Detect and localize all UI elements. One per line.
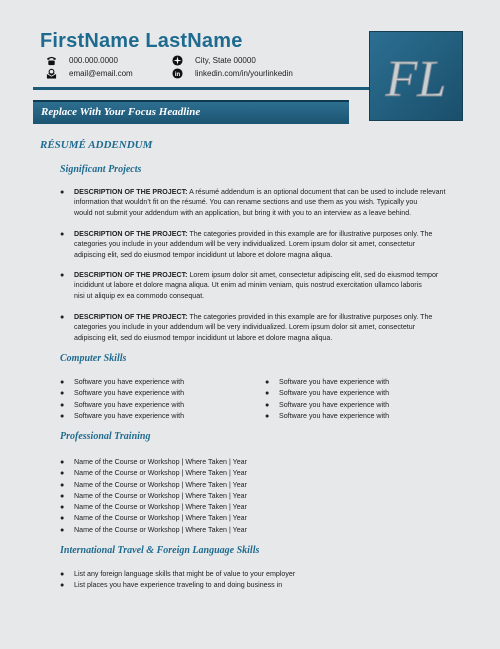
bullet-icon: ●: [60, 389, 65, 398]
header-divider: [33, 87, 369, 90]
project-item: ● DESCRIPTION OF THE PROJECT: The categories provided in this example are for illustrative purposes only. The categories you include in your addendum will be very individualized. Lorem ipsum dolor sit amet, consectetur adipiscing elit, sed do eiusmod tempor incididunt ut labore et dolore magna aliqua.: [60, 313, 433, 342]
training-list: [60, 457, 247, 535]
bullet-icon: ●: [60, 581, 65, 590]
email-contact: [46, 68, 133, 79]
monogram-logo: [369, 31, 463, 121]
bullet-icon: ●: [60, 525, 65, 534]
phone-icon: [46, 55, 57, 66]
skill-item: Software you have experience with: [279, 400, 390, 409]
linkedin-contact[interactable]: [172, 68, 293, 79]
bullet-icon: ●: [60, 480, 65, 489]
skill-item: Software you have experience with: [74, 378, 185, 386]
skill-item: Software you have experience with: [279, 389, 390, 398]
bullet-icon: ●: [60, 503, 65, 512]
training-item: Name of the Course or Workshop | Where Taken | Year: [74, 503, 247, 512]
bullet-icon: ●: [60, 230, 65, 238]
phone-contact: [46, 55, 118, 66]
training-item: Name of the Course or Workshop | Where Taken | Year: [74, 491, 247, 500]
skills-heading: Computer Skills: [60, 353, 127, 364]
training-heading: Professional Training: [60, 431, 151, 442]
bullet-icon: ●: [60, 188, 65, 196]
bullet-icon: ●: [60, 514, 65, 523]
travel-item: List any foreign language skills that might be of value to your employer: [74, 570, 296, 578]
skill-item: Software you have experience with: [279, 378, 390, 386]
skill-item: Software you have experience with: [74, 389, 185, 398]
bullet-icon: ●: [265, 411, 270, 420]
project-item: ● DESCRIPTION OF THE PROJECT: A résumé addendum is an optional document that can be used to include relevant information that wouldn’t fit on the résumé. You can rename sections and use them as you wish. Typically you would not submit your addendum with an application, but bring it with you to an interview as a leave behind.: [60, 188, 446, 217]
training-item: Name of the Course or Workshop | Where Taken | Year: [74, 458, 247, 466]
location-icon: [172, 55, 183, 66]
bullet-icon: ●: [60, 469, 65, 478]
projects-heading: Significant Projects: [60, 164, 142, 175]
training-item: Name of the Course or Workshop | Where Taken | Year: [74, 469, 247, 478]
location-text: City, State 00000: [195, 56, 256, 65]
focus-headline: Replace With Your Focus Headline: [41, 106, 201, 118]
phone-text: 000.000.0000: [69, 56, 118, 65]
bullet-icon: ●: [60, 313, 65, 321]
headline-bar: [33, 100, 349, 124]
linkedin-icon: [172, 68, 183, 79]
candidate-name: FirstName LastName: [40, 30, 243, 52]
bullet-icon: ●: [60, 400, 65, 409]
training-item: Name of the Course or Workshop | Where Taken | Year: [74, 514, 247, 523]
travel-item: List places you have experience traveling to and doing business in: [74, 581, 283, 590]
skill-item: Software you have experience with: [279, 411, 390, 420]
bullet-icon: ●: [265, 400, 270, 409]
skill-item: Software you have experience with: [74, 411, 185, 420]
linkedin-text[interactable]: linkedin.com/in/yourlinkedin: [195, 69, 293, 78]
bullet-icon: ●: [60, 570, 65, 578]
bullet-icon: ●: [60, 491, 65, 500]
svg-text:in: in: [174, 71, 181, 78]
skills-left-column: [60, 377, 185, 421]
bullet-icon: ●: [60, 458, 65, 466]
training-item: Name of the Course or Workshop | Where Taken | Year: [74, 525, 247, 534]
travel-heading: International Travel & Foreign Language Skills: [60, 545, 260, 556]
bullet-icon: ●: [265, 389, 270, 398]
email-icon: [46, 68, 57, 79]
section-title: RÉSUMÉ ADDENDUM: [40, 139, 153, 151]
bullet-icon: ●: [60, 378, 65, 386]
project-item: ● DESCRIPTION OF THE PROJECT: Lorem ipsum dolor sit amet, consectetur adipiscing elit, sed do eiusmod tempor incididunt ut labore et dolore magna aliqua. Ut enim ad minim veniam, quis nostrud exercitation ullamco laboris nisi ut aliquip ex ea commodo consequat.: [60, 271, 439, 300]
project-item: ● DESCRIPTION OF THE PROJECT: The categories provided in this example are for illustrative purposes only. The categories you include in your addendum will be very individualized. Lorem ipsum dolor sit amet, consectetur adipiscing elit, sed do eiusmod tempor incididunt ut labore et dolore magna aliqua.: [60, 230, 433, 259]
bullet-icon: ●: [265, 378, 270, 386]
location-contact: [172, 55, 256, 66]
skill-item: Software you have experience with: [74, 400, 185, 409]
skills-right-column: [265, 377, 390, 421]
travel-list: [60, 569, 296, 591]
email-text: email@email.com: [69, 69, 133, 78]
monogram-graphic: [370, 32, 462, 120]
bullet-icon: ●: [60, 411, 65, 420]
monogram-text: FL: [385, 51, 447, 108]
training-item: Name of the Course or Workshop | Where Taken | Year: [74, 480, 247, 489]
bullet-icon: ●: [60, 271, 65, 279]
